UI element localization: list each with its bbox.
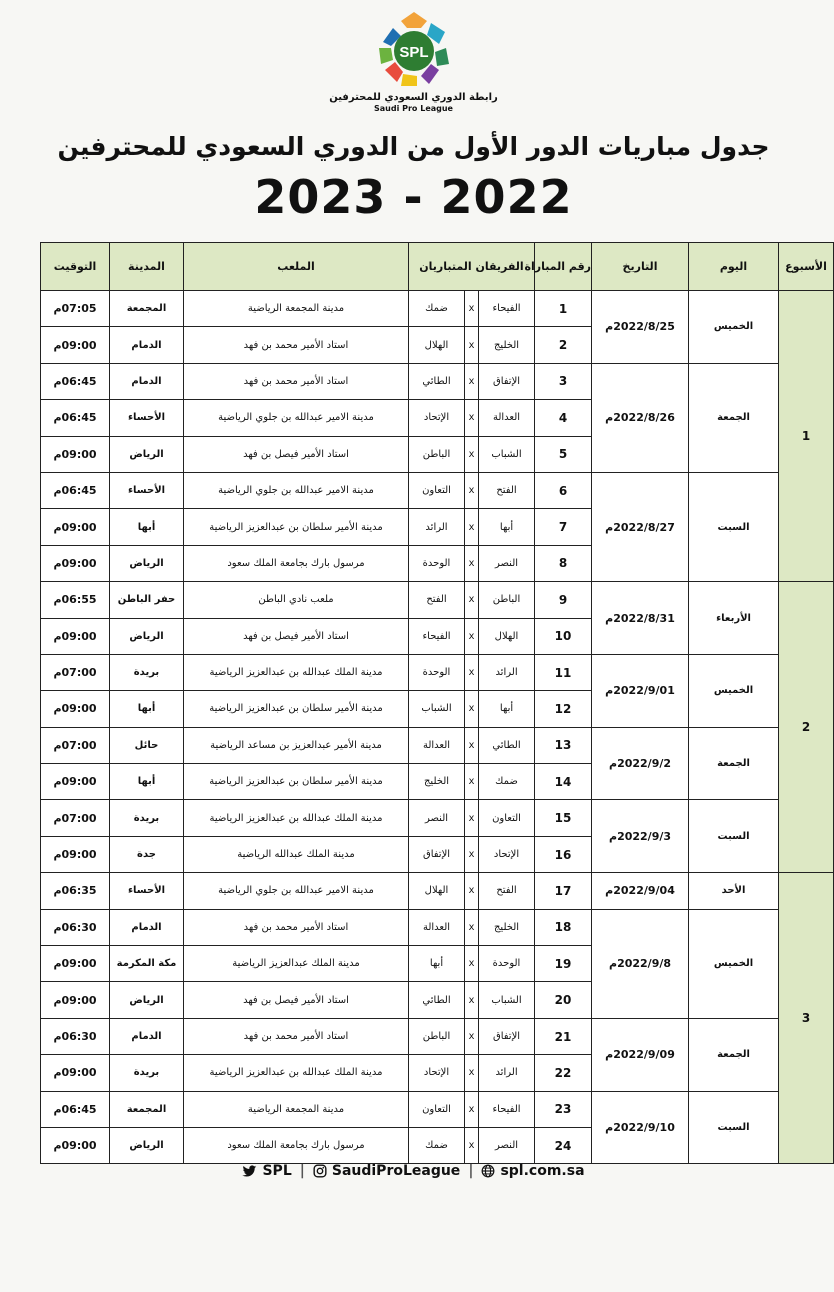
day-cell: الأحد [689, 873, 779, 909]
city-cell: أبها [110, 764, 184, 800]
home-team: الإتفاق [479, 1018, 535, 1054]
header-teams: الفريقان المتباريان [409, 243, 535, 291]
stadium-cell: مدينة الملك عبدالله الرياضية [184, 836, 409, 872]
home-team: الفيحاء [479, 291, 535, 327]
match-row [41, 582, 834, 618]
versus-mark: x [465, 836, 479, 872]
globe-icon [481, 1164, 495, 1178]
match-number: 11 [535, 654, 592, 690]
date-cell: 2022/8/27م [592, 472, 689, 581]
website-link[interactable] [481, 1163, 584, 1179]
match-row [41, 909, 834, 945]
home-team: النصر [479, 1127, 535, 1163]
city-cell: الرياض [110, 618, 184, 654]
time-cell: 09:00م [41, 327, 110, 363]
versus-mark: x [465, 363, 479, 399]
time-cell: 06:45م [41, 1091, 110, 1127]
schedule-table-container [40, 242, 827, 1292]
versus-mark: x [465, 1055, 479, 1091]
match-number: 19 [535, 946, 592, 982]
away-team: ضمك [409, 291, 465, 327]
match-number: 4 [535, 400, 592, 436]
schedule-body [41, 291, 834, 1164]
away-team: الطائي [409, 982, 465, 1018]
home-team: الشباب [479, 982, 535, 1018]
match-row [41, 800, 834, 836]
time-cell: 09:00م [41, 436, 110, 472]
spl-logo-icon [371, 8, 457, 94]
match-number: 20 [535, 982, 592, 1018]
home-team: الفتح [479, 873, 535, 909]
time-cell: 09:00م [41, 1127, 110, 1163]
week-cell: 3 [779, 873, 834, 1164]
home-team: التعاون [479, 800, 535, 836]
day-cell: السبت [689, 800, 779, 873]
away-team: ضمك [409, 1127, 465, 1163]
stadium-cell: مرسول بارك بجامعة الملك سعود [184, 1127, 409, 1163]
stadium-cell: مدينة المجمعة الرياضية [184, 291, 409, 327]
home-team: أبها [479, 509, 535, 545]
stadium-cell: ملعب نادي الباطن [184, 582, 409, 618]
day-cell: الخميس [689, 291, 779, 364]
date-cell: 2022/9/2م [592, 727, 689, 800]
day-cell: الجمعة [689, 363, 779, 472]
match-number: 23 [535, 1091, 592, 1127]
week-cell: 1 [779, 291, 834, 582]
stadium-cell: مدينة الأمير سلطان بن عبدالعزيز الرياضية [184, 764, 409, 800]
stadium-cell: استاد الأمير فيصل بن فهد [184, 436, 409, 472]
city-cell: مكة المكرمة [110, 946, 184, 982]
home-team: الطائي [479, 727, 535, 763]
city-cell: حائل [110, 727, 184, 763]
versus-mark: x [465, 291, 479, 327]
away-team: الإتحاد [409, 400, 465, 436]
away-team: الشباب [409, 691, 465, 727]
away-team: التعاون [409, 472, 465, 508]
day-cell: السبت [689, 472, 779, 581]
versus-mark: x [465, 873, 479, 909]
match-number: 24 [535, 1127, 592, 1163]
page-title: جدول مباريات الدور الأول من الدوري السعودي للمحترفين [57, 132, 770, 161]
away-team: التعاون [409, 1091, 465, 1127]
home-team: ضمك [479, 764, 535, 800]
away-team: الوحدة [409, 654, 465, 690]
match-number: 10 [535, 618, 592, 654]
date-cell: 2022/8/26م [592, 363, 689, 472]
stadium-cell: مدينة المجمعة الرياضية [184, 1091, 409, 1127]
versus-mark: x [465, 1091, 479, 1127]
date-cell: 2022/9/8م [592, 909, 689, 1018]
versus-mark: x [465, 618, 479, 654]
time-cell: 09:00م [41, 691, 110, 727]
stadium-cell: مدينة الملك عبدالله بن عبدالعزيز الرياضية [184, 654, 409, 690]
away-team: الفيحاء [409, 618, 465, 654]
versus-mark: x [465, 582, 479, 618]
stadium-cell: استاد الأمير محمد بن فهد [184, 1018, 409, 1054]
match-row [41, 873, 834, 909]
away-team: الهلال [409, 327, 465, 363]
date-cell: 2022/9/09م [592, 1018, 689, 1091]
home-team: الإتفاق [479, 363, 535, 399]
day-cell: الجمعة [689, 727, 779, 800]
match-row [41, 363, 834, 399]
league-name-ar: رابطة الدوري السعودي للمحترفين [329, 92, 498, 103]
time-cell: 09:00م [41, 545, 110, 581]
date-cell: 2022/9/3م [592, 800, 689, 873]
city-cell: الأحساء [110, 400, 184, 436]
schedule-table [40, 242, 834, 1164]
city-cell: الرياض [110, 436, 184, 472]
city-cell: بريدة [110, 1055, 184, 1091]
time-cell: 09:00م [41, 1055, 110, 1091]
time-cell: 09:00م [41, 509, 110, 545]
time-cell: 09:00م [41, 946, 110, 982]
match-row [41, 654, 834, 690]
match-number: 12 [535, 691, 592, 727]
stadium-cell: مدينة الأمير سلطان بن عبدالعزيز الرياضية [184, 509, 409, 545]
time-cell: 07:05م [41, 291, 110, 327]
logo-badge-text: SPL [398, 44, 429, 61]
twitter-link[interactable] [242, 1163, 291, 1179]
versus-mark: x [465, 1127, 479, 1163]
day-cell: الخميس [689, 654, 779, 727]
stadium-cell: مدينة الأمير عبدالعزيز بن مساعد الرياضية [184, 727, 409, 763]
home-team: الوحدة [479, 946, 535, 982]
stadium-cell: استاد الأمير محمد بن فهد [184, 363, 409, 399]
versus-mark: x [465, 472, 479, 508]
city-cell: الدمام [110, 363, 184, 399]
versus-mark: x [465, 764, 479, 800]
footer-divider: | [299, 1163, 305, 1179]
city-cell: أبها [110, 509, 184, 545]
match-number: 21 [535, 1018, 592, 1054]
time-cell: 06:45م [41, 363, 110, 399]
match-number: 15 [535, 800, 592, 836]
match-number: 3 [535, 363, 592, 399]
home-team: العدالة [479, 400, 535, 436]
away-team: الإتفاق [409, 836, 465, 872]
time-cell: 06:45م [41, 400, 110, 436]
city-cell: الرياض [110, 1127, 184, 1163]
header-time: التوقيت [41, 243, 110, 291]
city-cell: الدمام [110, 327, 184, 363]
home-team: الهلال [479, 618, 535, 654]
week-cell: 2 [779, 582, 834, 873]
instagram-handle: SaudiProLeague [331, 1163, 461, 1179]
day-cell: الجمعة [689, 1018, 779, 1091]
away-team: الوحدة [409, 545, 465, 581]
match-row [41, 1091, 834, 1127]
league-logo [0, 8, 827, 113]
versus-mark: x [465, 654, 479, 690]
time-cell: 06:30م [41, 909, 110, 945]
time-cell: 06:30م [41, 1018, 110, 1054]
city-cell: الرياض [110, 545, 184, 581]
time-cell: 07:00م [41, 727, 110, 763]
away-team: العدالة [409, 727, 465, 763]
header-date: التاريخ [592, 243, 689, 291]
season-year: 2023 - 2022 [254, 170, 573, 224]
home-team: الرائد [479, 654, 535, 690]
match-row [41, 727, 834, 763]
away-team: النصر [409, 800, 465, 836]
home-team: الإتحاد [479, 836, 535, 872]
versus-mark: x [465, 509, 479, 545]
city-cell: الرياض [110, 982, 184, 1018]
footer [0, 1163, 827, 1179]
match-row [41, 472, 834, 508]
date-cell: 2022/8/25م [592, 291, 689, 364]
stadium-cell: مدينة الامير عبدالله بن جلوي الرياضية [184, 400, 409, 436]
time-cell: 06:55م [41, 582, 110, 618]
match-number: 17 [535, 873, 592, 909]
versus-mark: x [465, 909, 479, 945]
city-cell: بريدة [110, 654, 184, 690]
match-row [41, 291, 834, 327]
away-team: الهلال [409, 873, 465, 909]
date-cell: 2022/9/04م [592, 873, 689, 909]
header-week: الأسبوع [779, 243, 834, 291]
versus-mark: x [465, 691, 479, 727]
versus-mark: x [465, 800, 479, 836]
twitter-icon [242, 1165, 257, 1178]
header-match-number: رقم المباراة [535, 243, 592, 291]
city-cell: المجمعة [110, 291, 184, 327]
home-team: النصر [479, 545, 535, 581]
time-cell: 06:45م [41, 472, 110, 508]
date-cell: 2022/8/31م [592, 582, 689, 655]
time-cell: 09:00م [41, 836, 110, 872]
match-number: 6 [535, 472, 592, 508]
match-number: 18 [535, 909, 592, 945]
time-cell: 09:00م [41, 764, 110, 800]
time-cell: 07:00م [41, 654, 110, 690]
away-team: الإتحاد [409, 1055, 465, 1091]
match-number: 14 [535, 764, 592, 800]
website-url: spl.com.sa [500, 1163, 585, 1179]
stadium-cell: مدينة الملك عبدالله بن عبدالعزيز الرياضية [184, 1055, 409, 1091]
match-number: 5 [535, 436, 592, 472]
header-day: اليوم [689, 243, 779, 291]
stadium-cell: مدينة الأمير سلطان بن عبدالعزيز الرياضية [184, 691, 409, 727]
versus-mark: x [465, 400, 479, 436]
header-row [41, 243, 834, 291]
match-number: 7 [535, 509, 592, 545]
away-team: الباطن [409, 436, 465, 472]
home-team: الخليج [479, 909, 535, 945]
stadium-cell: استاد الأمير محمد بن فهد [184, 909, 409, 945]
home-team: الفتح [479, 472, 535, 508]
away-team: العدالة [409, 909, 465, 945]
home-team: الشباب [479, 436, 535, 472]
stadium-cell: استاد الأمير محمد بن فهد [184, 327, 409, 363]
header-stadium: الملعب [184, 243, 409, 291]
time-cell: 09:00م [41, 982, 110, 1018]
instagram-icon [313, 1164, 327, 1178]
instagram-link[interactable] [313, 1163, 460, 1179]
versus-mark: x [465, 982, 479, 1018]
league-name-en: Saudi Pro League [374, 104, 453, 113]
day-cell: الأربعاء [689, 582, 779, 655]
time-cell: 06:35م [41, 873, 110, 909]
stadium-cell: استاد الأمير فيصل بن فهد [184, 982, 409, 1018]
city-cell: الدمام [110, 909, 184, 945]
stadium-cell: استاد الأمير فيصل بن فهد [184, 618, 409, 654]
home-team: الخليج [479, 327, 535, 363]
stadium-cell: مدينة الملك عبدالعزيز الرياضية [184, 946, 409, 982]
twitter-handle: SPL [262, 1163, 292, 1179]
time-cell: 09:00م [41, 618, 110, 654]
versus-mark: x [465, 946, 479, 982]
day-cell: الخميس [689, 909, 779, 1018]
city-cell: الأحساء [110, 472, 184, 508]
home-team: الفيحاء [479, 1091, 535, 1127]
time-cell: 07:00م [41, 800, 110, 836]
away-team: الفتح [409, 582, 465, 618]
match-number: 1 [535, 291, 592, 327]
stadium-cell: مدينة الملك عبدالله بن عبدالعزيز الرياضية [184, 800, 409, 836]
versus-mark: x [465, 727, 479, 763]
day-cell: السبت [689, 1091, 779, 1164]
home-team: الباطن [479, 582, 535, 618]
away-team: أبها [409, 946, 465, 982]
date-cell: 2022/9/01م [592, 654, 689, 727]
home-team: الرائد [479, 1055, 535, 1091]
away-team: الطائي [409, 363, 465, 399]
date-cell: 2022/9/10م [592, 1091, 689, 1164]
match-number: 22 [535, 1055, 592, 1091]
away-team: الخليج [409, 764, 465, 800]
match-number: 9 [535, 582, 592, 618]
match-number: 8 [535, 545, 592, 581]
city-cell: الدمام [110, 1018, 184, 1054]
city-cell: الأحساء [110, 873, 184, 909]
versus-mark: x [465, 327, 479, 363]
versus-mark: x [465, 545, 479, 581]
match-number: 2 [535, 327, 592, 363]
home-team: أبها [479, 691, 535, 727]
versus-mark: x [465, 1018, 479, 1054]
away-team: الباطن [409, 1018, 465, 1054]
city-cell: جدة [110, 836, 184, 872]
footer-divider: | [468, 1163, 474, 1179]
city-cell: المجمعة [110, 1091, 184, 1127]
match-row [41, 1018, 834, 1054]
match-number: 16 [535, 836, 592, 872]
stadium-cell: مدينة الامير عبدالله بن جلوي الرياضية [184, 472, 409, 508]
match-number: 13 [535, 727, 592, 763]
header-city: المدينة [110, 243, 184, 291]
city-cell: أبها [110, 691, 184, 727]
versus-mark: x [465, 436, 479, 472]
city-cell: حفر الباطن [110, 582, 184, 618]
away-team: الرائد [409, 509, 465, 545]
stadium-cell: مدينة الامير عبدالله بن جلوي الرياضية [184, 873, 409, 909]
stadium-cell: مرسول بارك بجامعة الملك سعود [184, 545, 409, 581]
city-cell: بريدة [110, 800, 184, 836]
